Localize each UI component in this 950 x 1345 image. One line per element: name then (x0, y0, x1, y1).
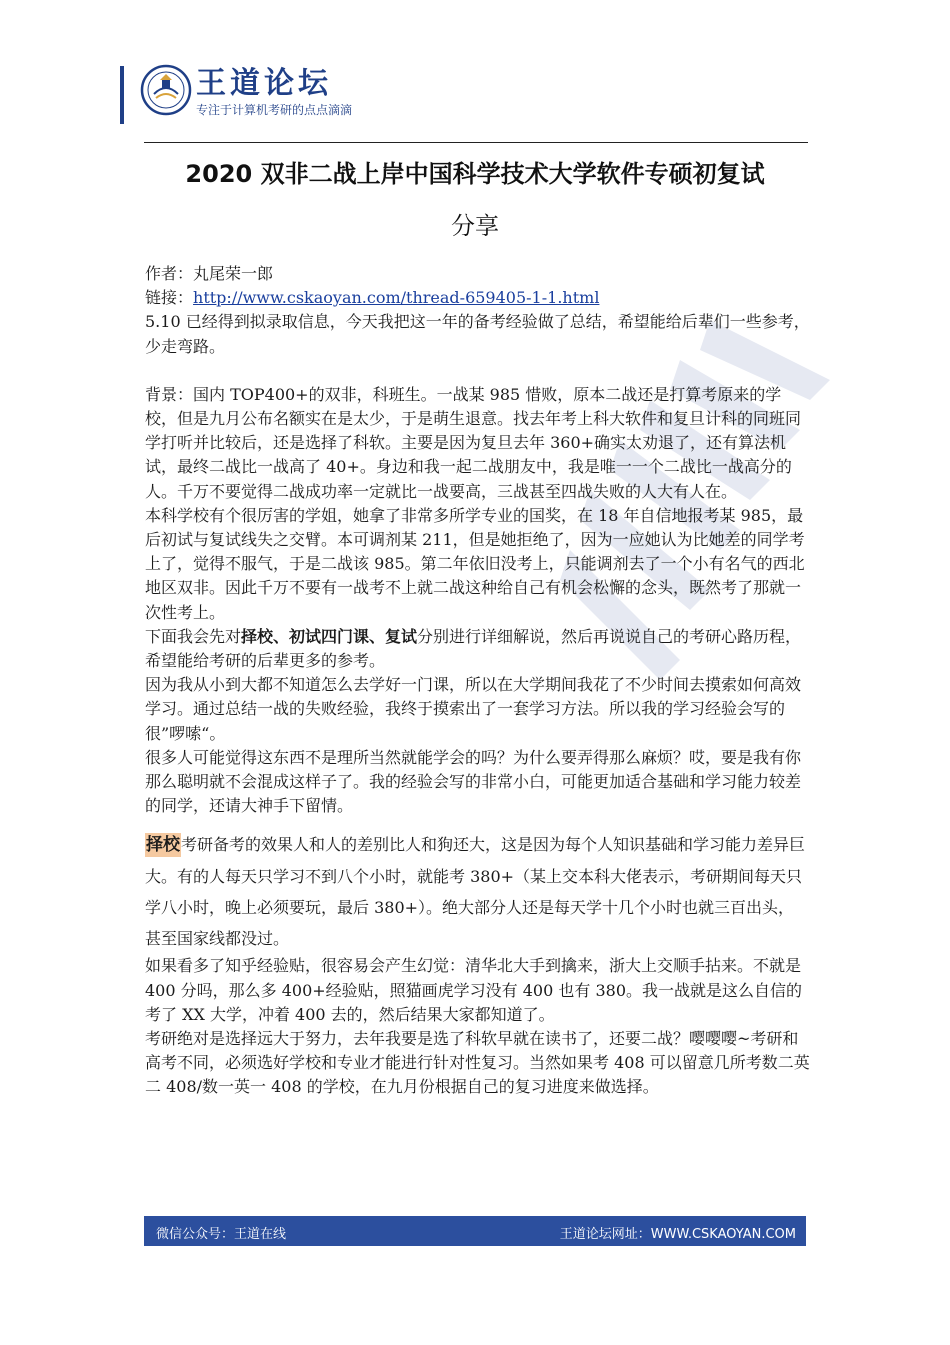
page-footer (144, 1216, 806, 1246)
paragraph-background: 背景：国内 TOP400+的双非，科班生。一战某 985 惜败，原本二战还是打算考原来的学校，但是九月公布名额实在是太少，于是萌生退意。找去年考上科大软件和复旦计科的同班同学打听并比较后，还是选择了科软。主要是因为复旦去年 360+确实太劝退了，还有算法机试，最终二战比一战高了 40+。身边和我一起二战朋友中，我是唯一一个二战比一战高分的人。千万不要觉得二战成功率一定就比一战要高，三战甚至四战失败的人大有人在。 (145, 384, 802, 501)
plan-suffix: 分别进行详细解说，然后再说说自己的考研心路历程，希望能给考研的后辈更多的参考。 (145, 626, 802, 671)
author-name: 丸尾荣一郎 (193, 264, 274, 283)
paragraph-note: 很多人可能觉得这东西不是理所当然就能学会的吗？为什么要弄得那么麻烦？哎，要是我有你那么聪明就不会混成这样子了。我的经验会写的非常小白，可能更加适合基础和学习能力较差的同学，还请大神手下留情。 (145, 747, 802, 816)
choose-text: 考研备考的效果人和人的差别比人和狗还大，这是因为每个人知识基础和学习能力差异巨大。有的人每天只学习不到八个小时，就能考 380+（某上交本科大佬表示，考研期间每天只学八小时，晚上必须要玩，最后 380+）。绝大部分人还是每天学十几个小时也就三百出头，甚至国家线都没过。 (145, 835, 806, 949)
section-spacer (145, 818, 810, 829)
title-line-2: 分享 (451, 212, 499, 240)
paragraph-intro: 5.10 已经得到拟录取信息，今天我把这一年的备考经验做了总结，希望能给后辈们一些参考，少走弯路。 (145, 312, 810, 356)
plan-prefix: 下面我会先对 (145, 626, 242, 646)
footer-website: 王道论坛网址：WWW.CSKAOYAN.COM (559, 1227, 796, 1242)
header-accent-bar (120, 66, 124, 124)
blank-line (145, 359, 810, 383)
header-divider (144, 142, 808, 143)
plan-bold: 择校、初试四门课、复试 (241, 626, 418, 646)
paragraph-choose (145, 829, 810, 954)
link-line (145, 286, 810, 310)
paragraph-method: 因为我从小到大都不知道怎么去学好一门课，所以在大学期间我花了不少时间去摸索如何高效学习。通过总结一战的失败经验，我终于摸索出了一套学习方法。所以我的学习经验会写的很”啰嗦“。 (145, 675, 802, 743)
document-title (140, 148, 810, 252)
link-label: 链接： (145, 288, 194, 308)
paragraph-plan (145, 625, 810, 673)
author-label: 作者： (145, 264, 194, 283)
article-body (145, 262, 810, 1100)
paragraph-senior: 本科学校有个很厉害的学姐，她拿了非常多所学专业的国奖，在 18 年自信地报考某 985，最后初试与复试线失之交臂。本可调剂某 211，但是她拒绝了，因为一应她认为比她差的同学考上了，觉得不服气，于是二战该 985。第二年依旧没考上，只能调剂去了一个小有名气的西北地区双非。因此千万不要有一战考不上就二战这种给自己有机会松懈的念头，既然考了那就一次性考上。 (145, 505, 805, 622)
paragraph-zhihu: 如果看多了知乎经验贴，很容易会产生幻觉：清华北大手到擒来，浙大上交顺手拈来。不就是 400 分吗，那么多 400+经验贴，照猫画虎学习没有 400 也有 380。我一战就是这么自信的考了 XX 大学，冲着 400 去的，然后结果大家都知道了。 (145, 956, 802, 1024)
title-line-1: 2020 双非二战上岸中国科学技术大学软件专硕初复试 (185, 160, 765, 188)
author-line (145, 262, 810, 286)
footer-wechat: 微信公众号：王道在线 (156, 1227, 287, 1242)
brand-slogan: 专注于计算机考研的点点滴滴 (196, 103, 353, 117)
thread-link[interactable]: http://www.cskaoyan.com/thread-659405-1-1.html (193, 288, 600, 308)
brand-name: 王道论坛 (196, 66, 332, 101)
section-heading-choose-school: 择校 (146, 835, 180, 856)
wangdao-logo-icon (140, 64, 192, 116)
paragraph-conclusion: 考研绝对是选择远大于努力，去年我要是选了科软早就在读书了，还要二战？嘤嘤嘤~考研和高考不同，必须选好学校和专业才能进行针对性复习。当然如果考 408 可以留意几所考数二英二 408/数一英一 408 的学校，在九月份根据自己的复习进度来做选择。 (145, 1029, 810, 1097)
